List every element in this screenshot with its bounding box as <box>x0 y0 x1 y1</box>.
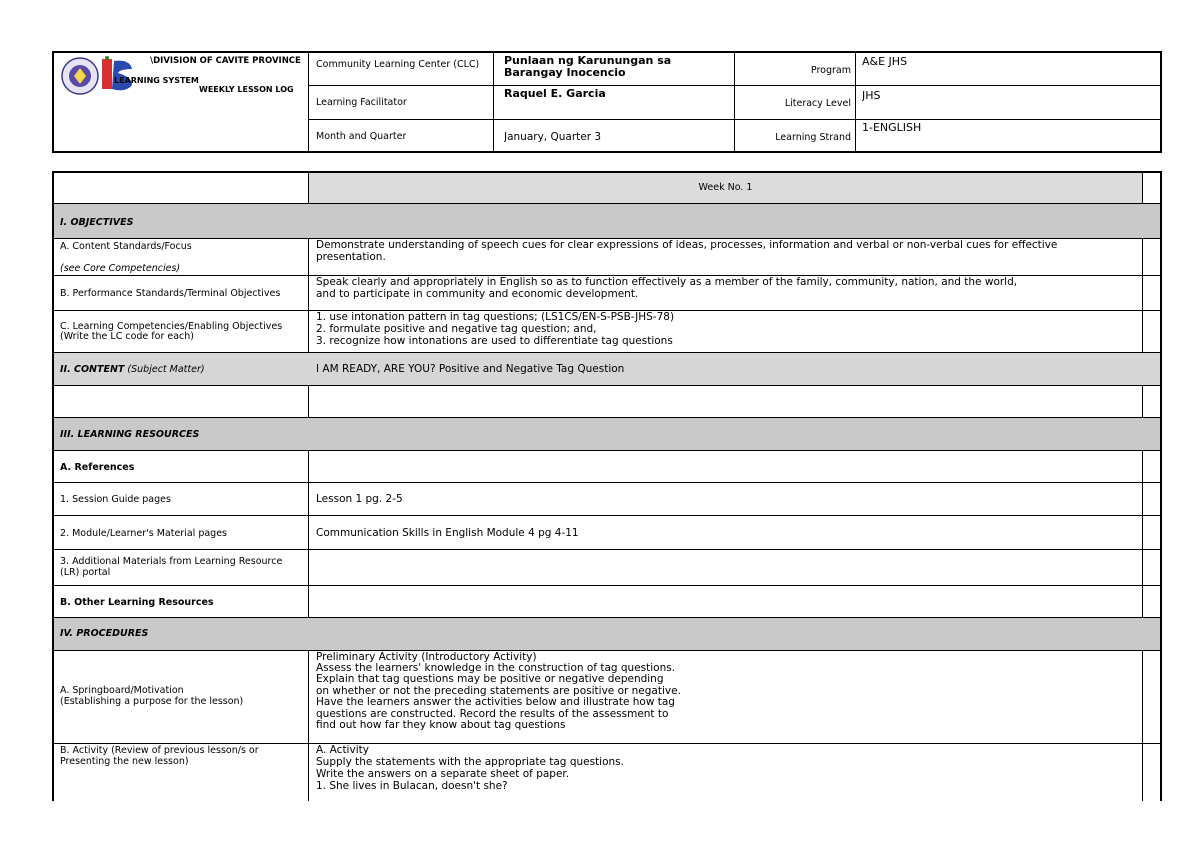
strand-label: Learning Strand <box>775 132 851 143</box>
clc-label: Community Learning Center (CLC) <box>316 59 480 70</box>
activity-label-1: B. Activity (Review of previous lesson/s or <box>60 745 259 756</box>
session-row <box>54 483 1160 516</box>
division-line-3: WEEKLY LESSON LOG <box>199 85 294 94</box>
content-title: II. CONTENT <box>60 364 125 375</box>
objectives-header-row <box>54 204 1160 239</box>
facilitator-value: Raquel E. Garcia <box>504 88 606 100</box>
objectives-title: I. OBJECTIVES <box>60 217 134 228</box>
additional-label-1: 3. Additional Materials from Learning Resource <box>60 556 283 567</box>
competencies-label-1: C. Learning Competencies/Enabling Objectives <box>60 321 283 332</box>
week-row <box>54 173 1160 204</box>
activity-label-2: Presenting the new lesson) <box>60 756 189 767</box>
activity-line: Supply the statements with the appropriate tag questions. <box>316 756 624 768</box>
springboard-line: find out how far they know about tag questions <box>316 719 566 731</box>
content-standards-value-2: presentation. <box>316 251 386 263</box>
content-standards-label: A. Content Standards/Focus <box>60 241 192 252</box>
program-label: Program <box>810 65 851 76</box>
session-value: Lesson 1 pg. 2-5 <box>316 493 403 505</box>
content-title-sub: (Subject Matter) <box>127 364 205 375</box>
content-standards-row <box>54 239 1160 276</box>
session-label: 1. Session Guide pages <box>60 494 171 505</box>
springboard-row <box>54 651 1160 744</box>
division-line-1: \DIVISION OF CAVITE PROVINCE <box>150 56 301 66</box>
springboard-label-1: A. Springboard/Motivation <box>60 685 184 696</box>
competencies-value-2: 2. formulate positive and negative tag question; and, <box>316 323 597 335</box>
week-label: Week No. 1 <box>698 182 753 193</box>
competencies-value-1: 1. use intonation pattern in tag questions; (LS1CS/EN-S-PSB-JHS-78) <box>316 311 675 323</box>
references-label: A. References <box>60 462 135 473</box>
module-label: 2. Module/Learner's Material pages <box>60 528 228 539</box>
springboard-line: questions are constructed. Record the results of the assessment to <box>316 708 669 720</box>
resources-header-row <box>54 418 1160 451</box>
additional-label-2: (LR) portal <box>60 567 111 578</box>
procedures-title: IV. PROCEDURES <box>60 628 149 639</box>
competencies-row <box>54 311 1160 353</box>
activity-row <box>54 744 1160 803</box>
content-standards-sub: (see Core Competencies) <box>60 263 181 274</box>
module-value: Communication Skills in English Module 4 pg 4-11 <box>316 527 579 539</box>
procedures-header-row <box>54 618 1160 651</box>
other-resources-label: B. Other Learning Resources <box>60 597 214 608</box>
literacy-label: Literacy Level <box>784 98 851 109</box>
header-box <box>52 51 1162 153</box>
activity-line: 1. She lives in Bulacan, doesn't she? <box>316 780 508 792</box>
additional-row <box>54 550 1160 586</box>
springboard-line: Have the learners answer the activities below and illustrate how tag <box>316 696 675 708</box>
springboard-label-2: (Establishing a purpose for the lesson) <box>60 696 244 707</box>
lesson-log-table <box>52 171 1162 801</box>
content-row <box>54 353 1160 386</box>
resources-title: III. LEARNING RESOURCES <box>60 429 200 440</box>
performance-row <box>54 276 1160 311</box>
facilitator-label: Learning Facilitator <box>316 97 407 108</box>
performance-value-1: Speak clearly and appropriately in English so as to function effectively as a member of the family, community, nation, and the world, <box>316 276 1018 288</box>
module-row <box>54 516 1160 550</box>
references-row <box>54 451 1160 483</box>
literacy-value: JHS <box>862 90 881 102</box>
other-resources-row <box>54 586 1160 618</box>
competencies-value-3: 3. recognize how intonations are used to differentiate tag questions <box>316 335 673 347</box>
program-value: A&E JHS <box>862 56 908 68</box>
springboard-line: Preliminary Activity (Introductory Activity) <box>316 651 537 663</box>
springboard-line: on whether or not the preceding statements are positive or negative. <box>316 685 681 697</box>
blank-row <box>54 386 1160 418</box>
springboard-line: Assess the learners' knowledge in the construction of tag questions. <box>316 662 676 674</box>
clc-value: Punlaan ng Karunungan sa Barangay Inocencio <box>504 55 672 79</box>
content-value: I AM READY, ARE YOU? Positive and Negative Tag Question <box>316 363 625 375</box>
performance-label: B. Performance Standards/Terminal Objectives <box>60 288 281 299</box>
activity-line: Write the answers on a separate sheet of paper. <box>316 768 570 780</box>
division-line-2: LEARNING SYSTEM <box>114 76 199 85</box>
month-label: Month and Quarter <box>316 131 407 142</box>
activity-line: A. Activity <box>316 744 369 756</box>
month-value: January, Quarter 3 <box>504 131 602 143</box>
strand-value: 1-ENGLISH <box>862 122 922 134</box>
content-standards-value-1: Demonstrate understanding of speech cues for clear expressions of ideas, processes, information and verbal or non-verbal cues for effective <box>316 239 1058 251</box>
performance-value-2: and to participate in community and economic development. <box>316 288 639 300</box>
competencies-label-2: (Write the LC code for each) <box>60 331 194 342</box>
springboard-line: Explain that tag questions may be positive or negative depending <box>316 673 664 685</box>
